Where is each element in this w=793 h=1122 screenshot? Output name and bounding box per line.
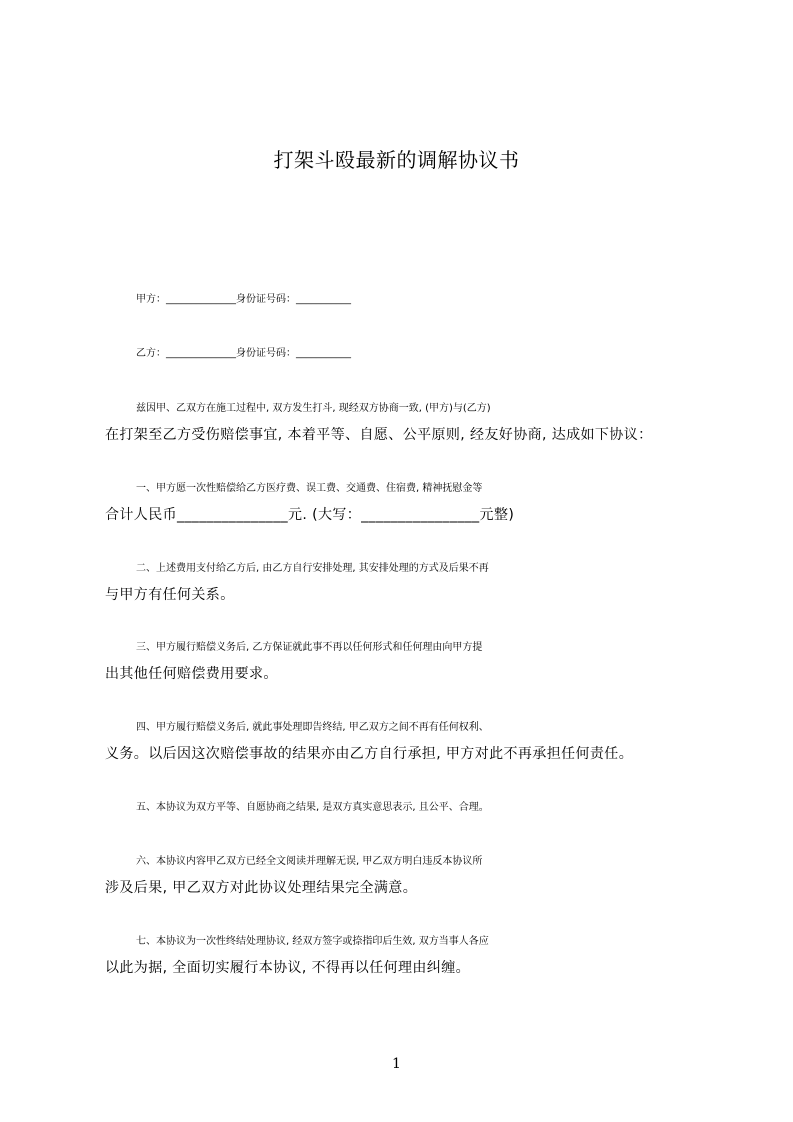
clause-3-line-2: 出其他任何赔偿费用要求。	[105, 666, 278, 682]
clause-1-line-2: 合计人民币_______________元. (大写：________________元整)	[105, 507, 515, 523]
clause-7-line-1: 七、本协议为一次性终结处理协议, 经双方签字或捺指印后生效, 双方当事人各应	[136, 936, 489, 947]
clause-6-line-2: 涉及后果, 甲乙双方对此协议处理结果完全满意。	[105, 880, 418, 896]
clause-4-line-1: 四、甲方履行赔偿义务后, 就此事处理即告终结, 甲乙双方之间不再有任何权利、	[136, 722, 489, 733]
clause-2-line-1: 二、上述费用支付给乙方后, 由乙方自行安排处理, 其安排处理的方式及后果不再	[136, 563, 489, 574]
page-number: 1	[392, 1056, 401, 1072]
clause-4-line-2: 义务。以后因这次赔偿事故的结果亦由乙方自行承担, 甲方对此不再承担任何责任。	[105, 746, 634, 762]
clause-5-line-1: 五、本协议为双方平等、自愿协商之结果, 是双方真实意思表示, 且公平、合理。	[136, 802, 489, 813]
intro-line-1: 兹因甲、乙双方在施工过程中, 双方发生打斗, 现经双方协商一致, (甲方)与(乙方)	[136, 403, 491, 414]
clause-3-line-1: 三、甲方履行赔偿义务后, 乙方保证就此事不再以任何形式和任何理由向甲方提	[136, 642, 483, 653]
party-a-line: 甲方：______________身份证号码：___________	[136, 294, 351, 305]
document-title: 打架斗殴最新的调解协议书	[273, 148, 520, 172]
party-b-line: 乙方：______________身份证号码：___________	[136, 348, 351, 359]
clause-6-line-1: 六、本协议内容甲乙双方已经全文阅读并理解无误, 甲乙双方明白违反本协议所	[136, 856, 483, 867]
clause-2-line-2: 与甲方有任何关系。	[105, 587, 235, 603]
clause-1-line-1: 一、甲方愿一次性赔偿给乙方医疗费、误工费、交通费、住宿费, 精神抚慰金等	[136, 483, 483, 494]
clause-7-line-2: 以此为据, 全面切实履行本协议, 不得再以任何理由纠缠。	[105, 960, 470, 976]
intro-line-2: 在打架至乙方受伤赔偿事宜, 本着平等、自愿、公平原则, 经友好协商, 达成如下协议：	[105, 427, 653, 443]
